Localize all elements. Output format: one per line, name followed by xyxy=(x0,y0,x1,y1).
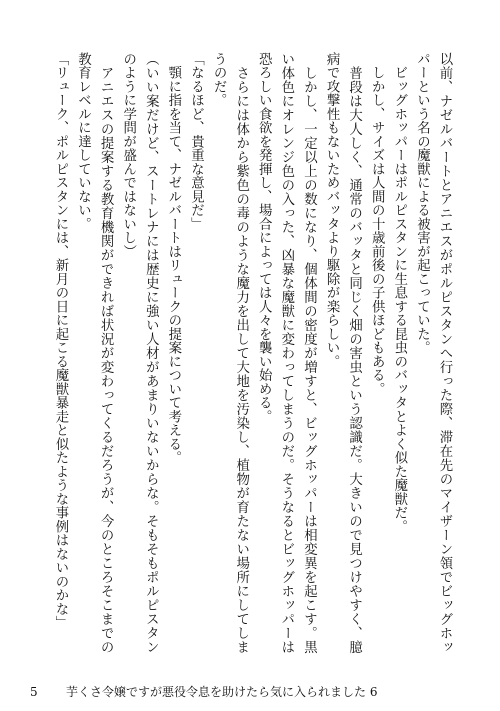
paragraph: 「リューク、ポルピスタンには、新月の日に起こる魔獣暴走と似たような事例はないのかな」 xyxy=(52,52,68,630)
page-footer xyxy=(30,683,377,700)
page-number: 5 xyxy=(30,685,38,699)
paragraph: ビッグホッパーはポルピスタンに生息する昆虫のバッタとよく似た魔獣だ。 xyxy=(391,52,407,534)
paragraph: しかし、サイズは人間の十歳前後の子供ほどもある。 xyxy=(369,52,385,396)
book-title: 芋くさ令嬢ですが悪役令息を助けたら気に入られました 6 xyxy=(66,685,378,699)
paragraph: アニエスの提案する教育機関ができれば状況が変わってくるだろうが、今のところそこまでの教育レベルに達していない。 xyxy=(75,52,114,654)
paragraph: しかし、一定以上の数になり、個体間の密度が増すと、ビッグホッパーは相変異を起こす。黒い体色にオレンジ色の入った、凶暴な魔獣に変わってしまうのだ。そうなるとビッグホッパーは恐ろしい食欲を発揮し、場合によっては人々を襲い始める。 xyxy=(256,52,317,654)
paragraph: さらには体から紫色の毒のような魔力を出して大地を汚染し、植物が育たない場所にしてしまうのだ。 xyxy=(211,52,249,654)
body-text xyxy=(43,52,455,654)
paragraph: 普段は大人しく、通常のバッタと同じく畑の害虫という認識だ。大きいので見つけやすく、臆病で攻撃性もないためバッタより駆除が楽らしい。 xyxy=(324,52,362,654)
paragraph: 顎に指を当て、ナゼルバートはリュークの提案について考える。 xyxy=(165,52,181,465)
paragraph: 「なるほど、貴重な意見だ」 xyxy=(188,52,204,231)
paragraph: 以前、ナゼルバートとアニエスがポルピスタンへ行った際、滞在先のマイザーン領でビッグホッパーという名の魔獣による被害が起こっていた。 xyxy=(414,52,452,654)
paragraph: （いい案だけど、スートレナには歴史に強い人材があまりいないからな。そもそもポルピスタンのように学問が盛んではないし） xyxy=(120,52,159,654)
